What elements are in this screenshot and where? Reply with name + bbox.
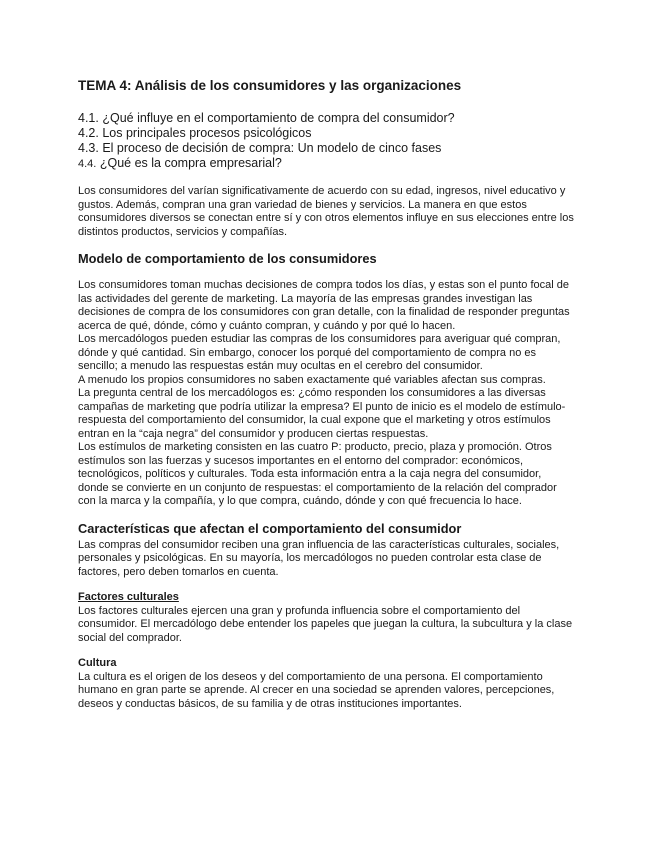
section-heading: Modelo de comportamiento de los consumidores (78, 251, 377, 266)
body-paragraph: Los mercadólogos pueden estudiar las compras de los consumidores para averiguar qué compran, dónde y qué cantidad. Sin embargo, conocer los porqué del comportamiento de compra no es sencillo; a menudo las respuestas están muy ocultas en el cerebro del consumidor. (78, 333, 561, 372)
toc-number: 4.1. (78, 111, 99, 125)
toc-number: 4.3. (78, 141, 99, 155)
body-paragraph: Las compras del consumidor reciben una gran influencia de las características culturales, sociales, personales y psicológicas. En su mayoría, los mercadólogos no pueden controlar esta clase de factores, pero deben tomarlos en cuenta. (78, 538, 560, 578)
toc-number: 4.2. (78, 126, 99, 140)
subsection-heading: Cultura (78, 657, 117, 669)
toc-item (78, 156, 574, 172)
toc-text: Los principales procesos psicológicos (102, 126, 312, 140)
document-title: TEMA 4: Análisis de los consumidores y las organizaciones (78, 78, 462, 93)
toc-item (78, 126, 574, 141)
toc-text: ¿Qué influye en el comportamiento de compra del consumidor? (102, 111, 455, 125)
table-of-contents (78, 111, 574, 172)
section-heading: Características que afectan el comportamiento del consumidor (78, 520, 462, 536)
toc-item (78, 111, 574, 126)
body-paragraph: Los factores culturales ejercen una gran y profunda influencia sobre el comportamiento del consumidor. El mercadólogo debe entender los papeles que juegan la cultura, la subcultura y la clase social del comprador. (78, 604, 573, 644)
intro-paragraph: Los consumidores del varían significativamente de acuerdo con su edad, ingresos, nivel educativo y gustos. Además, compran una gran variedad de bienes y servicios. La manera en que estos consumidores diversos se conectan entre sí y con otros elementos influye en sus elecciones entre los distintos productos, servicios y compañías. (78, 185, 574, 238)
toc-text: El proceso de decisión de compra: Un modelo de cinco fases (102, 141, 442, 155)
body-paragraph: Los consumidores toman muchas decisiones de compra todos los días, y estas son el punto focal de las actividades del gerente de marketing. La mayoría de las empresas grandes investigan las decisiones de compra de los consumidores con gran detalle, con la finalidad de responder preguntas acerca de qué, dónde, cómo y cuánto compran, y cuándo y por qué lo hacen. (78, 279, 570, 332)
toc-number: 4.4. (78, 158, 97, 170)
toc-text: ¿Qué es la compra empresarial? (99, 156, 282, 170)
body-paragraph: A menudo los propios consumidores no saben exactamente qué variables afectan sus compras. (78, 373, 546, 386)
subsection-heading: Factores culturales (78, 591, 179, 603)
body-paragraph: Los estímulos de marketing consisten en las cuatro P: producto, precio, plaza y promoción. Otros estímulos son las fuerzas y sucesos importantes en el entorno del comprador: económicos, tecnológicos, políticos y culturales. Toda esta información entra a la caja negra del consumidor, donde se convierte en un conjunto de respuestas: el comportamiento de la relación del comprador con la marca y la compañía, y lo que compra, cuándo, dónde y con qué frecuencia lo hace. (78, 441, 557, 507)
body-paragraph: La pregunta central de los mercadólogos es: ¿cómo responden los consumidores a las diversas campañas de marketing que podría utilizar la empresa? El punto de inicio es el modelo de estímulo-respuesta del comportamiento del consumidor, la cual expone que el marketing y otros estímulos entran en la “caja negra” del consumidor y producen ciertas respuestas. (78, 387, 566, 440)
document-page (78, 78, 574, 711)
toc-item (78, 141, 574, 156)
body-paragraph: La cultura es el origen de los deseos y del comportamiento de una persona. El comportamiento humano en gran parte se aprende. Al crecer en una sociedad se aprenden valores, percepciones, deseos y conductas básicos, de su familia y de otras instituciones importantes. (78, 670, 555, 710)
